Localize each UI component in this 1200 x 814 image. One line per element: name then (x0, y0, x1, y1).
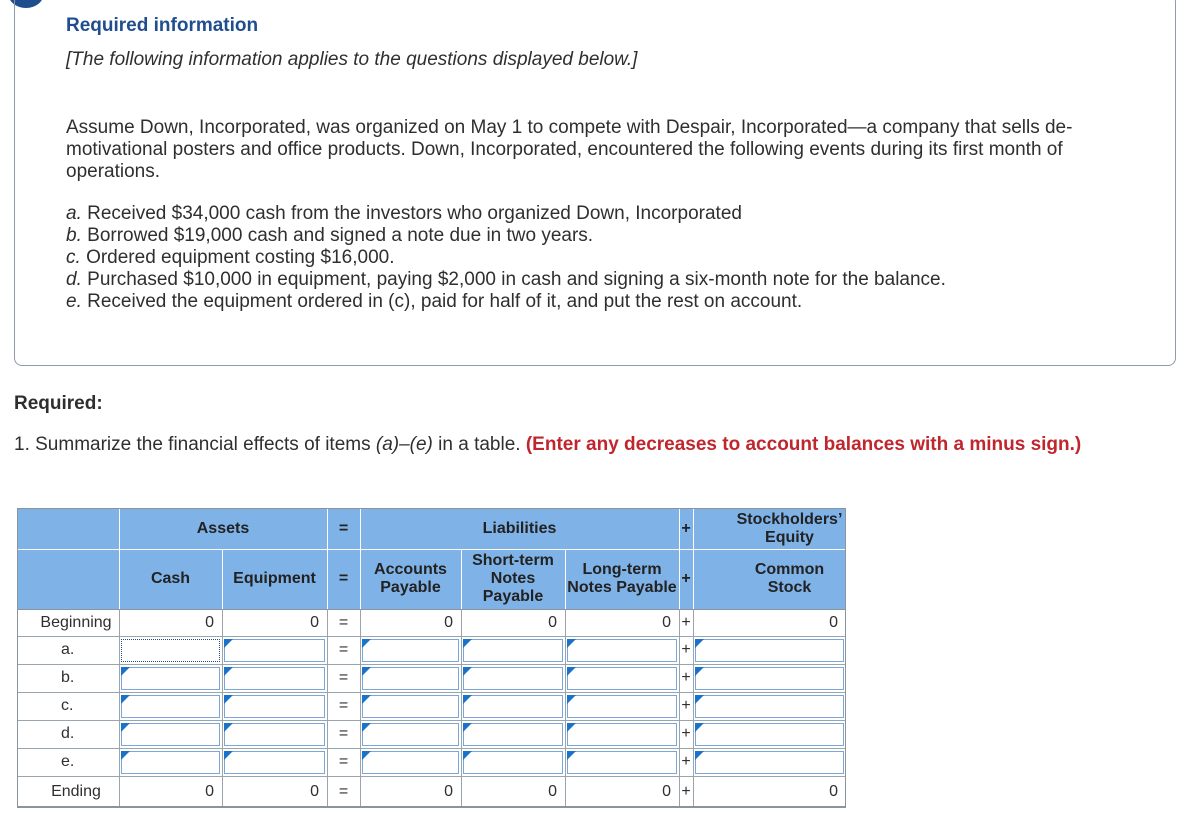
plus-header: + (679, 508, 693, 549)
beginning-row-plus: + (681, 613, 691, 631)
instruction-text: 1. Summarize the financial effects of items (a)–(e) in a table. (Enter any decreases to account balances with a minus sign.) (14, 434, 1082, 455)
equals-column-header: = (327, 549, 360, 609)
cash-column-header: Cash (119, 549, 222, 609)
ending-row-common-stock: 0 (829, 782, 838, 800)
ending-row-long-term-notes: 0 (662, 782, 671, 800)
event-row-label: c. (61, 697, 74, 714)
ending-row-accounts-payable: 0 (444, 782, 453, 800)
ending-row-equipment: 0 (310, 782, 319, 800)
event-row-plus: + (681, 641, 691, 658)
long-term-notes-column-header: Long-term Notes Payable (565, 549, 679, 609)
financial-effects-table (17, 508, 846, 809)
short-term-notes-column-header: Short-term Notes Payable (461, 549, 565, 609)
beginning-row-cash: 0 (205, 613, 214, 631)
accounts-payable-column-header: Accounts Payable (360, 549, 461, 609)
table-border (17, 508, 846, 807)
ending-row-plus: + (681, 782, 691, 800)
event-row-equals: = (338, 725, 349, 742)
event-item: a. Received $34,000 cash from the investors who organized Down, Incorporated (66, 203, 742, 224)
ending-row-label: Ending (51, 782, 101, 800)
ending-row-cash: 0 (205, 782, 214, 800)
event-item: b. Borrowed $19,000 cash and signed a note due in two years. (66, 225, 594, 246)
beginning-row-accounts-payable: 0 (444, 613, 453, 631)
event-row-equals: = (338, 641, 349, 658)
equipment-column-header: Equipment (222, 549, 327, 609)
beginning-row-label: Beginning (40, 613, 112, 631)
event-row-label: a. (61, 641, 75, 658)
stockholders-equity-header: Stockholders’ Equity (693, 508, 846, 549)
event-row-equals: = (338, 669, 349, 686)
assets-header: Assets (119, 508, 327, 549)
minus-sign-note: (Enter any decreases to account balances with a minus sign.) (525, 434, 1082, 455)
beginning-row-long-term-notes: 0 (662, 613, 671, 631)
event-row-plus: + (681, 669, 691, 686)
event-row-equals: = (338, 697, 349, 714)
ending-row-short-term-notes: 0 (548, 782, 557, 800)
ending-row-equals: = (338, 782, 349, 800)
plus-column-header: + (679, 549, 693, 609)
required-information-title: Required information (66, 15, 259, 36)
row-divider (17, 807, 846, 808)
event-row-label: e. (61, 753, 75, 770)
applies-note: [The following information applies to the questions displayed below.] (66, 49, 638, 70)
common-stock-column-header: Common Stock (693, 549, 846, 609)
beginning-row-common-stock: 0 (829, 613, 838, 631)
intro-paragraph: Assume Down, Incorporated, was organized on May 1 to compete with Despair, Incorporated—a company that sells de-motivational posters and office products. Down, Incorporated, encountered the following events during its first month of operations. (66, 117, 1073, 182)
beginning-row-equals: = (338, 613, 349, 631)
beginning-row-equipment: 0 (310, 613, 319, 631)
beginning-row-short-term-notes: 0 (548, 613, 557, 631)
event-row-plus: + (681, 753, 691, 770)
event-row-plus: + (681, 697, 691, 714)
event-item: c. Ordered equipment costing $16,000. (66, 247, 395, 268)
event-item: e. Received the equipment ordered in (c), paid for half of it, and put the rest on account. (66, 291, 803, 312)
event-item: d. Purchased $10,000 in equipment, paying $2,000 in cash and signing a six-month note for the balance. (66, 269, 946, 290)
event-row-equals: = (338, 753, 349, 770)
events-list (66, 203, 946, 313)
event-row-label: d. (61, 725, 75, 742)
event-row-plus: + (681, 725, 691, 742)
equals-header: = (327, 508, 360, 549)
liabilities-header: Liabilities (360, 508, 679, 549)
event-row-label: b. (61, 669, 75, 686)
required-heading: Required: (14, 393, 103, 414)
